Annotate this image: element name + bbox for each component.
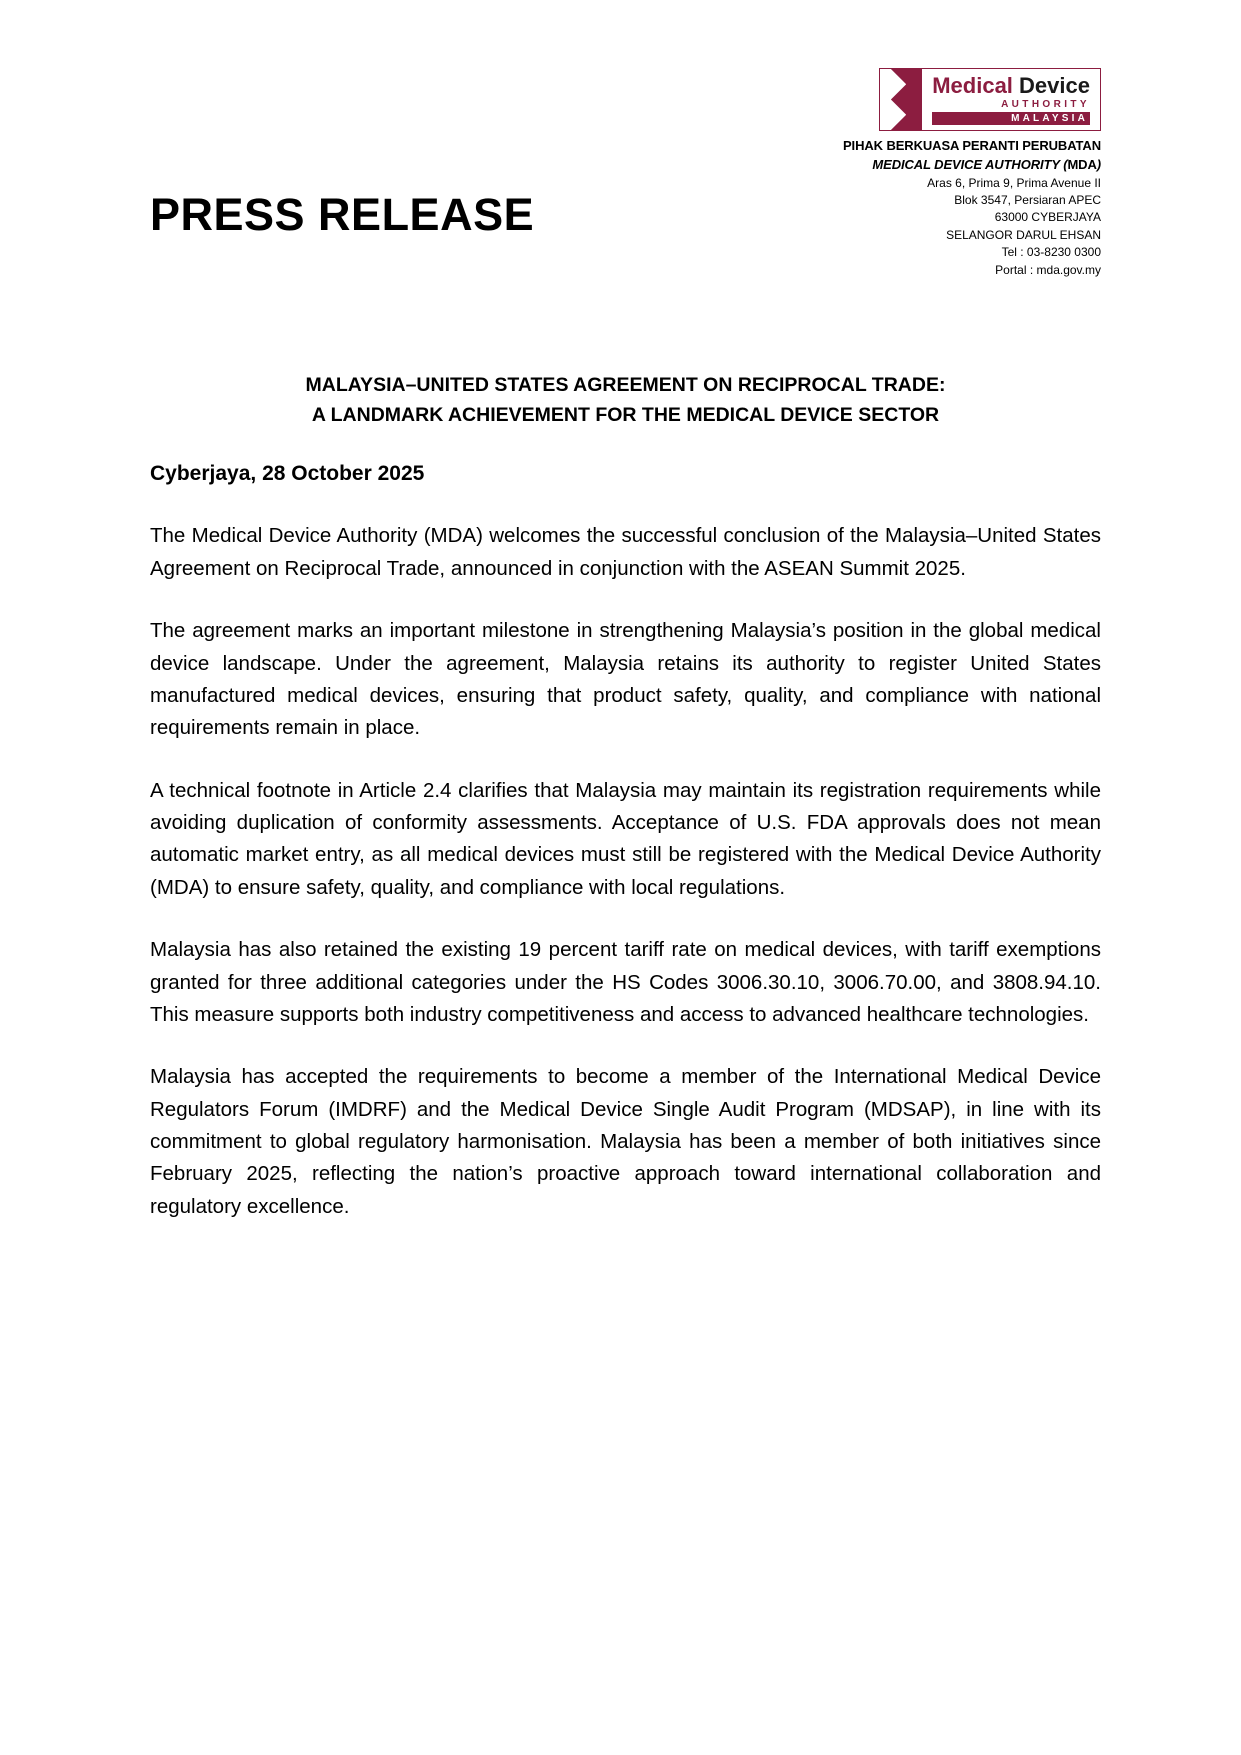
body-paragraph: Malaysia has also retained the existing 19 percent tariff rate on medical devices, with tariff exemptions granted for three additional categories under the HS Codes 3006.30.10, 3006.70.00, and 3808.94.10. This measure supports both industry competitiveness and access to advanced healthcare technologies. bbox=[150, 938, 1101, 1026]
mda-logo bbox=[879, 68, 1101, 131]
address-line-4: SELANGOR DARUL EHSAN bbox=[946, 227, 1101, 242]
logo-word-medical: Medical bbox=[932, 73, 1013, 98]
address-line-2: Blok 3547, Persiaran APEC bbox=[954, 193, 1101, 208]
portal-line: Portal : mda.gov.my bbox=[995, 262, 1101, 277]
document-title bbox=[150, 370, 1101, 430]
page-title: PRESS RELEASE bbox=[150, 189, 535, 240]
body-paragraph: The agreement marks an important milestone in strengthening Malaysia’s position in the global medical device landscape. Under the agreement, Malaysia retains its authority to register United States manufactured medical devices, ensuring that product safety, quality, and compliance with national requirements remain in place. bbox=[150, 619, 1101, 740]
title-block bbox=[150, 60, 534, 240]
dateline: Cyberjaya, 28 October 2025 bbox=[150, 462, 425, 486]
org-abbr-close: ) bbox=[1096, 156, 1101, 172]
address-line-3: 63000 CYBERJAYA bbox=[994, 210, 1101, 225]
telephone-line: Tel : 03-8230 0300 bbox=[1001, 245, 1101, 260]
address-line-1: Aras 6, Prima 9, Prima Avenue II bbox=[927, 175, 1101, 190]
logo-word-malaysia: MALAYSIA bbox=[932, 112, 1090, 125]
document-title-line-2: A LANDMARK ACHIEVEMENT FOR THE MEDICAL DEVICE SECTOR bbox=[311, 404, 940, 427]
org-name-english bbox=[671, 156, 1101, 175]
organisation-address bbox=[671, 137, 1101, 279]
logo-wave-icon bbox=[880, 69, 922, 130]
document-header bbox=[150, 60, 1101, 310]
body-paragraph: Malaysia has accepted the requirements to become a member of the International Medical Device Regulators Forum (IMDRF) and the Medical Device Single Audit Program (MDSAP), in line with its commitment to global regulatory harmonisation. Malaysia has been a member of both initiatives since February 2025, reflecting the nation’s proactive approach toward international collaboration and regulatory excellence. bbox=[150, 1065, 1101, 1218]
body-paragraph: A technical footnote in Article 2.4 clarifies that Malaysia may maintain its registration requirements while avoiding duplication of conformity assessments. Acceptance of U.S. FDA approvals does not mean automatic market entry, as all medical devices must still be registered with the Medical Device Authority (MDA) to ensure safety, quality, and compliance with local regulations. bbox=[150, 778, 1101, 899]
body-paragraph: The Medical Device Authority (MDA) welcomes the successful conclusion of the Malaysia–United States Agreement on Reciprocal Trade, announced in conjunction with the ASEAN Summit 2025. bbox=[150, 524, 1101, 580]
org-name-malay: PIHAK BERKUASA PERANTI PERUBATAN bbox=[842, 138, 1101, 153]
org-name-english-text: MEDICAL DEVICE AUTHORITY ( bbox=[872, 156, 1068, 172]
logo-word-device: Device bbox=[1019, 73, 1090, 98]
body-text bbox=[150, 520, 1101, 1223]
logo-word-authority: AUTHORITY bbox=[1001, 99, 1090, 110]
document-title-line-1: MALAYSIA–UNITED STATES AGREEMENT ON RECIPROCAL TRADE: bbox=[305, 374, 946, 396]
organisation-block bbox=[671, 60, 1101, 279]
org-abbr: MDA bbox=[1067, 156, 1097, 172]
